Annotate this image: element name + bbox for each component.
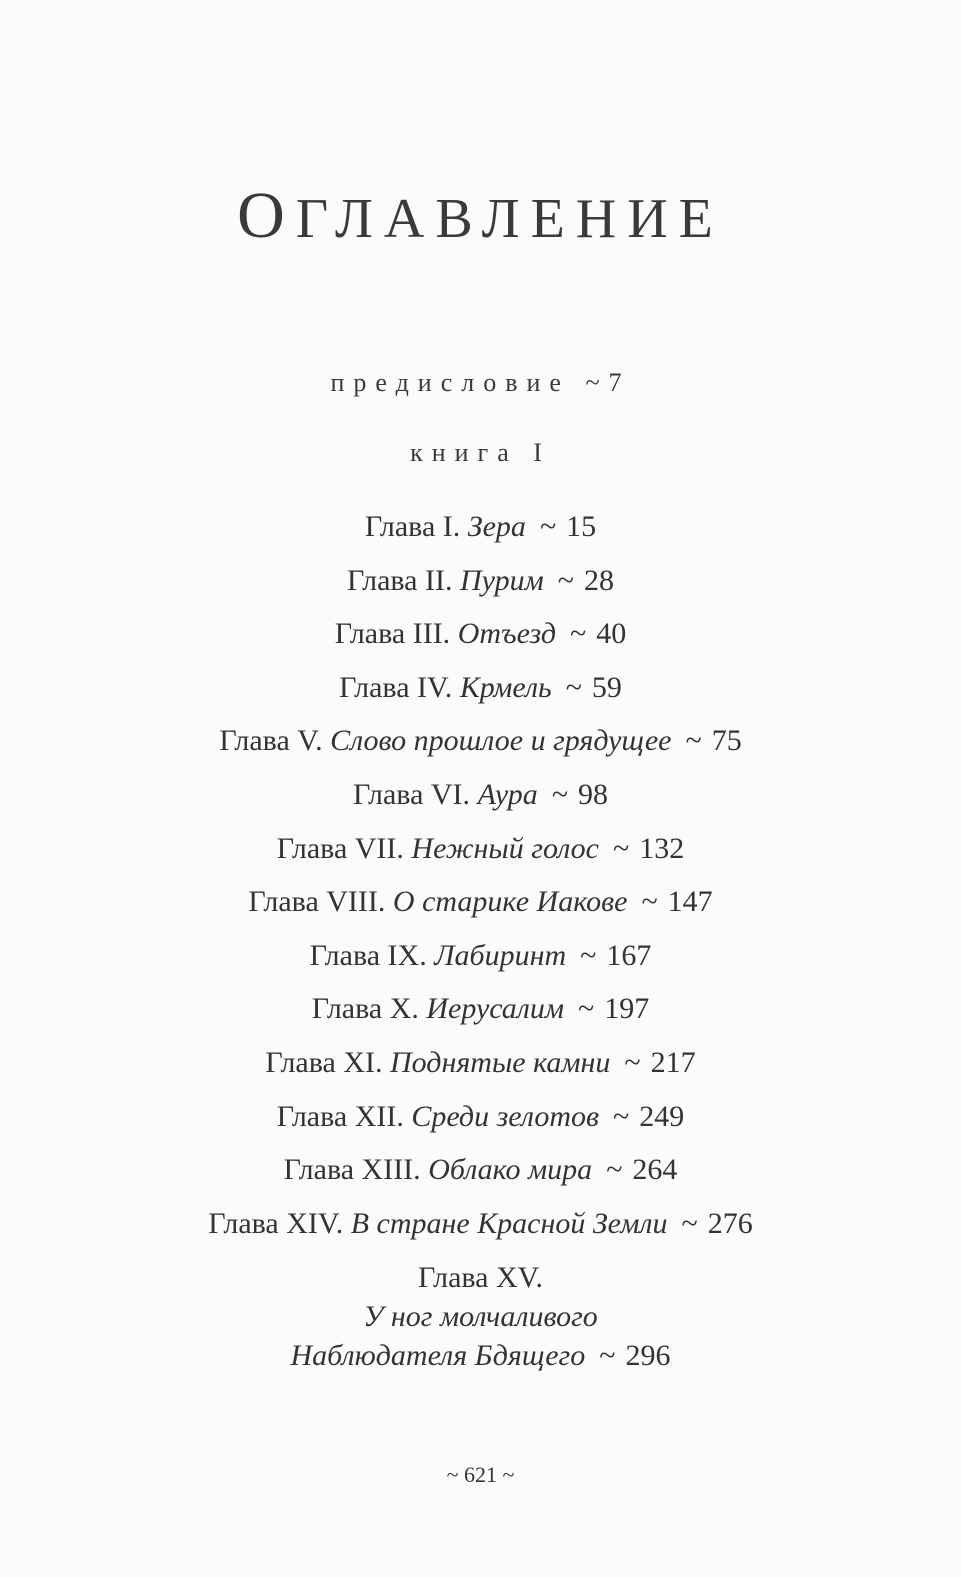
toc-entry [0,719,961,773]
chapter-label: Глава IV. [339,670,453,704]
chapter-page: 249 [639,1099,685,1133]
preface-tilde: ~ [585,368,609,397]
chapter-label: Глава XI. [265,1045,383,1079]
preface-label: предисловие [330,368,570,397]
chapter-label: Глава II. [347,563,453,597]
page-title [0,178,961,254]
chapter-label: Глава III. [334,617,451,651]
tilde-separator: ~ [565,670,582,704]
preface-entry [0,368,961,398]
chapter-name: Лабиринт [434,938,567,972]
chapter-name: О старике Иакове [392,885,628,919]
tilde-separator: ~ [599,1339,616,1372]
chapter-page: 59 [591,670,622,704]
tilde-separator: ~ [606,1153,623,1187]
toc-entry [0,666,961,720]
toc-entry [0,612,961,666]
page-title-rest: ГЛАВЛЕНИЕ [295,188,724,250]
toc-entry-last [0,1258,961,1375]
chapter-label: Глава XIII. [283,1153,421,1187]
toc-entry [0,1148,961,1202]
chapter-page: 98 [578,777,609,811]
chapter-name: В стране Красной Земли [350,1206,668,1240]
tilde-separator: ~ [685,724,702,758]
tilde-separator: ~ [539,510,557,543]
chapter-label: Глава X. [311,992,419,1026]
chapter-label: Глава XII. [276,1099,404,1133]
chapter-page: 28 [583,563,614,597]
tilde-separator: ~ [613,1099,630,1133]
chapter-name: Зера [467,510,526,543]
book-heading: книга I [410,438,551,467]
tilde-separator: ~ [612,831,630,865]
chapter-name-line-2: Наблюдателя Бдящего [290,1339,586,1372]
chapter-page: 217 [650,1045,696,1079]
chapter-label: Глава VIII. [248,885,386,919]
chapter-label: Глава XIV. [208,1206,344,1240]
chapter-name-line-1: У ног молчаливого [363,1300,598,1333]
toc-entry [0,773,961,827]
chapter-name: Отъезд [457,617,556,651]
chapter-name: Пурим [459,563,544,597]
chapter-name: Слово прошлое и грядущее [330,724,672,758]
chapter-name: Аура [477,777,538,811]
chapter-name: Среди зелотов [411,1099,600,1133]
toc-entry [0,987,961,1041]
tilde-separator: ~ [624,1045,641,1079]
tilde-separator: ~ [578,992,595,1026]
chapter-name: Крмель [459,670,552,704]
chapter-name: Нежный голос [411,831,599,865]
chapter-label: Глава VII. [276,831,404,865]
chapter-label: Глава IX. [309,938,427,972]
tilde-separator: ~ [557,563,574,597]
chapter-name: Иерусалим [426,992,565,1026]
chapter-label: Глава I. [364,510,461,543]
chapter-name: Поднятые камни [390,1045,611,1079]
chapter-label: Глава XV. [418,1261,543,1294]
page-number: ~ 621 ~ [446,1462,515,1487]
tilde-separator: ~ [570,617,587,651]
chapter-page: 15 [566,510,597,543]
toc-entry [0,880,961,934]
toc-entry [0,1041,961,1095]
tilde-separator: ~ [641,885,658,919]
chapter-label: Глава V. [219,724,323,758]
tilde-separator: ~ [551,777,569,811]
chapter-label: Глава VI. [352,777,471,811]
page-title-initial: О [237,179,296,252]
toc-entry [0,559,961,613]
chapter-page: 276 [707,1206,753,1240]
toc-entry [0,934,961,988]
tilde-separator: ~ [681,1206,698,1240]
table-of-contents [0,505,961,1255]
preface-page: 7 [608,368,631,397]
toc-entry [0,1095,961,1149]
tilde-separator: ~ [580,938,597,972]
chapter-page: 132 [639,831,685,865]
toc-entry [0,1202,961,1256]
chapter-page: 264 [632,1153,678,1187]
toc-entry [0,505,961,559]
chapter-page: 296 [625,1339,671,1372]
chapter-page: 40 [596,617,627,651]
chapter-page: 197 [604,992,650,1026]
chapter-name: Облако мира [428,1153,593,1187]
toc-entry [0,827,961,881]
chapter-page: 167 [606,938,652,972]
chapter-page: 147 [667,885,713,919]
chapter-page: 75 [711,724,742,758]
